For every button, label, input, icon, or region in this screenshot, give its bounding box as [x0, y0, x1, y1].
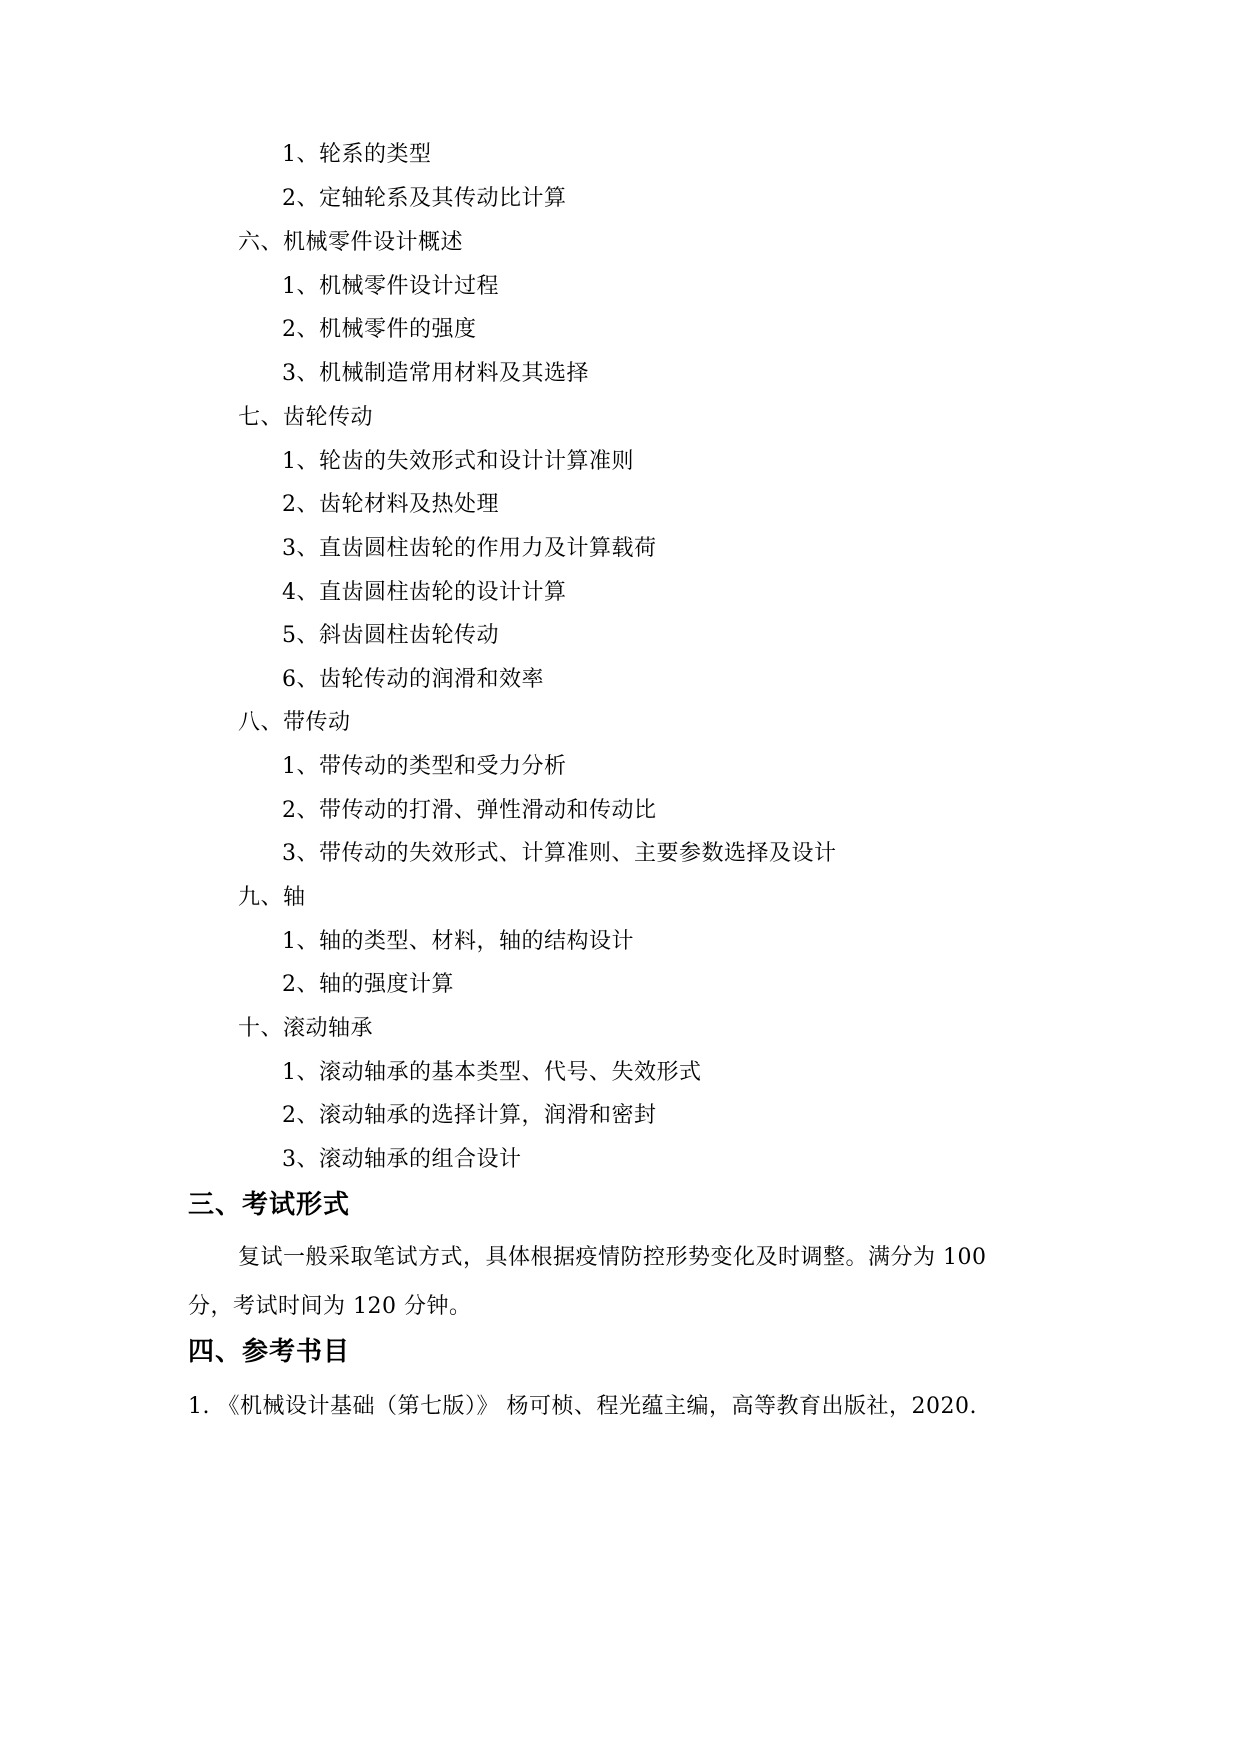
section-heading-exam-format: 三、考试形式	[188, 1190, 351, 1220]
reference-item: 1. 《机械设计基础（第七版）》 杨可桢、程光蕴主编，高等教育出版社，2020.	[188, 1394, 977, 1419]
outline-section-title: 九、轴	[238, 885, 306, 910]
outline-item: 1、轴的类型、材料，轴的结构设计	[282, 929, 634, 954]
outline-item: 3、带传动的失效形式、计算准则、主要参数选择及设计	[282, 841, 837, 866]
outline-item: 2、滚动轴承的选择计算，润滑和密封	[282, 1103, 657, 1128]
outline-item: 2、轴的强度计算	[282, 972, 454, 997]
outline-item: 3、直齿圆柱齿轮的作用力及计算载荷	[282, 536, 657, 561]
outline-item: 1、带传动的类型和受力分析	[282, 754, 567, 779]
outline-item: 3、机械制造常用材料及其选择	[282, 361, 589, 386]
outline-item: 2、齿轮材料及热处理	[282, 492, 499, 517]
outline-item: 2、带传动的打滑、弹性滑动和传动比	[282, 798, 657, 823]
outline-item: 5、斜齿圆柱齿轮传动	[282, 623, 499, 648]
outline-item: 2、定轴轮系及其传动比计算	[282, 186, 567, 211]
outline-section-title: 八、带传动	[238, 710, 351, 735]
section-heading-references: 四、参考书目	[188, 1337, 351, 1367]
outline-item: 1、轮齿的失效形式和设计计算准则	[282, 449, 634, 474]
exam-format-paragraph-line2: 分，考试时间为 120 分钟。	[188, 1294, 472, 1319]
outline-item: 1、滚动轴承的基本类型、代号、失效形式	[282, 1060, 702, 1085]
outline-section-title: 六、机械零件设计概述	[238, 230, 464, 255]
outline-item: 4、直齿圆柱齿轮的设计计算	[282, 580, 567, 605]
outline-item: 1、轮系的类型	[282, 142, 432, 167]
outline-item: 1、机械零件设计过程	[282, 274, 499, 299]
outline-item: 3、滚动轴承的组合设计	[282, 1147, 522, 1172]
exam-format-paragraph-line1: 复试一般采取笔试方式，具体根据疫情防控形势变化及时调整。满分为 100	[238, 1245, 987, 1270]
outline-item: 6、齿轮传动的润滑和效率	[282, 667, 544, 692]
outline-section-title: 十、滚动轴承	[238, 1016, 374, 1041]
outline-section-title: 七、齿轮传动	[238, 405, 374, 430]
outline-item: 2、机械零件的强度	[282, 317, 477, 342]
